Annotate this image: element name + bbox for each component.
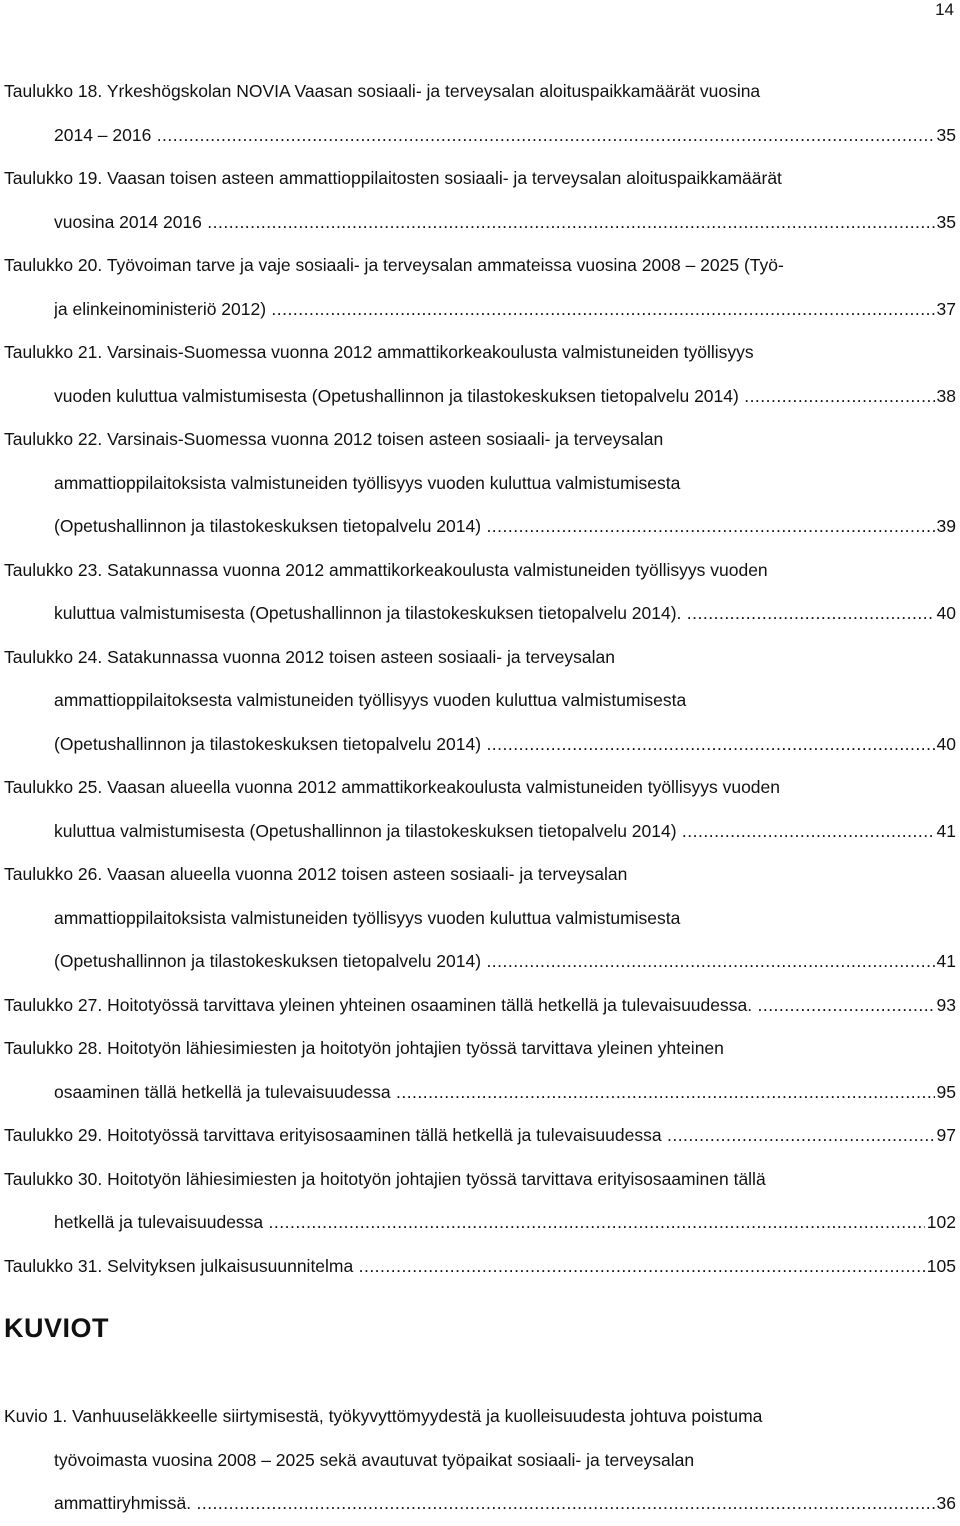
toc-entry-line [4,505,956,549]
toc-entry-text [4,1245,925,1289]
toc-entry-label: Taulukko 25. [4,777,103,797]
toc-page-number: 35 [936,211,956,232]
toc-entry-text [4,984,935,1028]
toc-entry-label: Taulukko 30. [4,1168,103,1189]
toc-entry-line [4,1245,956,1289]
toc-entry-title: Hoitotyön lähiesimiesten ja hoitotyön johtajien työssä tarvittava erityisosaaminen tällä [107,1168,766,1189]
toc-entry-line [4,201,956,245]
toc-page-number: 38 [936,385,956,406]
toc-entry-text: (Opetushallinnon ja tilastokeskuksen tietopalvelu 2014) ..... [54,723,935,767]
toc-page-number: 37 [936,298,956,319]
toc-page-number: 36 [936,1493,956,1513]
toc-page-number: 41 [936,820,956,841]
page-number: 14 [935,0,954,19]
toc-entry-line [4,723,956,767]
toc-entry-line [4,157,956,201]
toc-entry-label: Taulukko 21. [4,342,103,362]
toc-entry-title: Satakunnassa vuonna 2012 ammattikorkeakoulusta valmistuneiden työllisyys vuoden [107,559,768,580]
toc-entry-line [4,1158,956,1202]
toc-entry-text: kuluttua valmistumisesta (Opetushallinnon ja tilastokeskuksen tietopalvelu 2014) ..... [54,810,935,854]
toc-entry-line [4,679,956,723]
toc-page-number: 105 [926,1255,956,1276]
toc-entry[interactable] [4,418,956,549]
toc-entry-line [4,244,956,288]
toc-entry-text: työvoimasta vuosina 2008 – 2025 sekä avautuvat työpaikat sosiaali- ja terveysalan [54,1449,695,1470]
toc-entry-label: Taulukko 20. [4,255,103,275]
toc-page-number: 97 [936,1125,956,1145]
toc-entry-label: Taulukko 19. [4,168,103,188]
toc-entry-title: Hoitotyössä tarvittava erityisosaaminen tällä hetkellä ja tulevaisuudessa [107,1125,662,1145]
toc-entry-line [4,375,956,419]
toc-entry-label: Taulukko 28. [4,1038,103,1058]
toc-entry-text [4,1027,724,1071]
toc-entry-title: Työvoiman tarve ja vaje sosiaali- ja terveysalan ammateissa vuosina 2008 – 2025 (Työ- [106,255,784,275]
toc-entry-text [4,853,627,897]
toc-entry-text [4,244,784,288]
toc-entry-text [4,157,782,201]
toc-entry-line [4,940,956,984]
toc-entry-label: Taulukko 27. [4,994,103,1015]
toc-page-number: 41 [936,951,956,971]
toc-page-number: 40 [936,603,956,623]
toc-entry[interactable] [4,1027,956,1114]
toc-entry-text: kuluttua valmistumisesta (Opetushallinnon ja tilastokeskuksen tietopalvelu 2014). ..... [54,592,935,636]
toc-entry-label: Taulukko 23. [4,559,103,580]
toc-entry-title: Vaasan toisen asteen ammattioppilaitosten sosiaali- ja terveysalan aloituspaikkamäärät [107,168,782,188]
toc-entry-text [4,70,760,114]
toc-entry-text: vuoden kuluttua valmistumisesta (Opetushallinnon ja tilastokeskuksen tietopalvelu 2014) ..... [54,375,935,419]
toc-entry-label: Taulukko 22. [4,429,103,449]
toc-entry[interactable] [4,1114,956,1158]
toc-entry-line [4,462,956,506]
toc-entry-title: Varsinais-Suomessa vuonna 2012 toisen asteen sosiaali- ja terveysalan [107,429,664,449]
toc-entry-line [4,549,956,593]
toc-entry-text: ammattioppilaitoksesta valmistuneiden työllisyys vuoden kuluttua valmistumisesta [54,690,687,710]
toc-entry-text [4,418,663,462]
toc-entry-title: Hoitotyössä tarvittava yleinen yhteinen osaaminen tällä hetkellä ja tulevaisuudessa. [107,994,753,1015]
toc-entry-line [4,1027,956,1071]
table-of-figures [4,1395,956,1526]
toc-entry[interactable] [4,1158,956,1245]
toc-entry-line [4,766,956,810]
toc-entry[interactable] [4,766,956,853]
toc-entry-line [4,984,956,1028]
toc-page-number: 35 [936,124,956,145]
toc-entry-label: Taulukko 29. [4,1125,103,1145]
toc-entry[interactable] [4,549,956,636]
toc-page-number: 95 [936,1081,956,1102]
toc-entry-text: osaaminen tällä hetkellä ja tulevaisuudessa ..... [54,1071,935,1115]
toc-entry-label: Taulukko 18. [4,81,103,101]
toc-entry-title: Vaasan alueella vuonna 2012 ammattikorkeakoulusta valmistuneiden työllisyys vuoden [107,777,780,797]
toc-entry-title: Varsinais-Suomessa vuonna 2012 ammattikorkeakoulusta valmistuneiden työllisyys [107,342,754,362]
toc-entry-line [4,1395,956,1439]
toc-entry-text: ammattiryhmissä. ..... [54,1482,935,1526]
toc-entry-text [4,1395,762,1439]
toc-entry-line [4,1114,956,1158]
toc-entry-title: Selvityksen julkaisusuunnitelma [107,1255,354,1276]
toc-entry-text: vuosina 2014 2016 ..... [54,201,935,245]
toc-entry-line [4,70,956,114]
toc-entry-line [4,592,956,636]
toc-page-number: 102 [926,1212,956,1232]
toc-entry[interactable] [4,331,956,418]
toc-entry-line [4,810,956,854]
toc-entry-text [4,1158,766,1202]
toc-entry-title: Vaasan alueella vuonna 2012 toisen asteen sosiaali- ja terveysalan [107,864,628,884]
toc-entry[interactable] [4,853,956,984]
toc-entry-text: ammattioppilaitoksista valmistuneiden työllisyys vuoden kuluttua valmistumisesta [54,907,681,928]
toc-entry-text [4,331,754,375]
toc-entry[interactable] [4,1395,956,1526]
toc-entry-line [4,288,956,332]
toc-entry-text [4,1114,935,1158]
toc-entry-line [4,897,956,941]
toc-entry-label: Taulukko 24. [4,646,103,667]
toc-entry-label: Taulukko 26. [4,864,103,884]
toc-entry-line [4,114,956,158]
toc-entry-title: Hoitotyön lähiesimiesten ja hoitotyön johtajien työssä tarvittava yleinen yhteinen [107,1038,724,1058]
toc-entry-text: hetkellä ja tulevaisuudessa ..... [54,1201,925,1245]
toc-entry-line [4,1201,956,1245]
toc-entry-line [4,1482,956,1526]
toc-entry-text: ammattioppilaitoksista valmistuneiden työllisyys vuoden kuluttua valmistumisesta [54,472,681,493]
figures-heading: KUVIOT [4,1313,110,1343]
toc-entry-line [4,418,956,462]
toc-entry-title: Satakunnassa vuonna 2012 toisen asteen sosiaali- ja terveysalan [107,646,615,667]
toc-entry[interactable] [4,1245,956,1289]
toc-entry-text: ja elinkeinoministeriö 2012) ..... [54,288,935,332]
toc-entry-text [4,549,768,593]
toc-entry[interactable] [4,70,956,157]
table-of-tables [4,70,956,1288]
toc-entry-text: (Opetushallinnon ja tilastokeskuksen tietopalvelu 2014) ..... [54,940,935,984]
toc-page-number: 39 [936,516,956,536]
toc-entry-line [4,1071,956,1115]
toc-page-number: 40 [936,733,956,754]
toc-entry-text [4,636,615,680]
toc-entry-label: Taulukko 31. [4,1255,103,1276]
toc-entry-text: (Opetushallinnon ja tilastokeskuksen tietopalvelu 2014) ..... [54,505,935,549]
toc-page-number: 93 [936,994,956,1015]
toc-entry-line [4,331,956,375]
toc-entry-label: Kuvio 1. [4,1406,68,1426]
toc-entry[interactable] [4,244,956,331]
toc-entry-text: 2014 – 2016 ..... [54,114,935,158]
toc-entry-title: Vanhuuseläkkeelle siirtymisestä, työkyvyttömyydestä ja kuolleisuudesta johtuva poistuma [72,1406,763,1426]
toc-entry[interactable] [4,984,956,1028]
toc-entry-line [4,853,956,897]
toc-entry-line [4,1439,956,1483]
toc-entry[interactable] [4,157,956,244]
toc-entry[interactable] [4,636,956,767]
toc-entry-text [4,766,780,810]
toc-entry-title: Yrkeshögskolan NOVIA Vaasan sosiaali- ja terveysalan aloituspaikkamäärät vuosina [106,81,761,101]
toc-entry-line [4,636,956,680]
